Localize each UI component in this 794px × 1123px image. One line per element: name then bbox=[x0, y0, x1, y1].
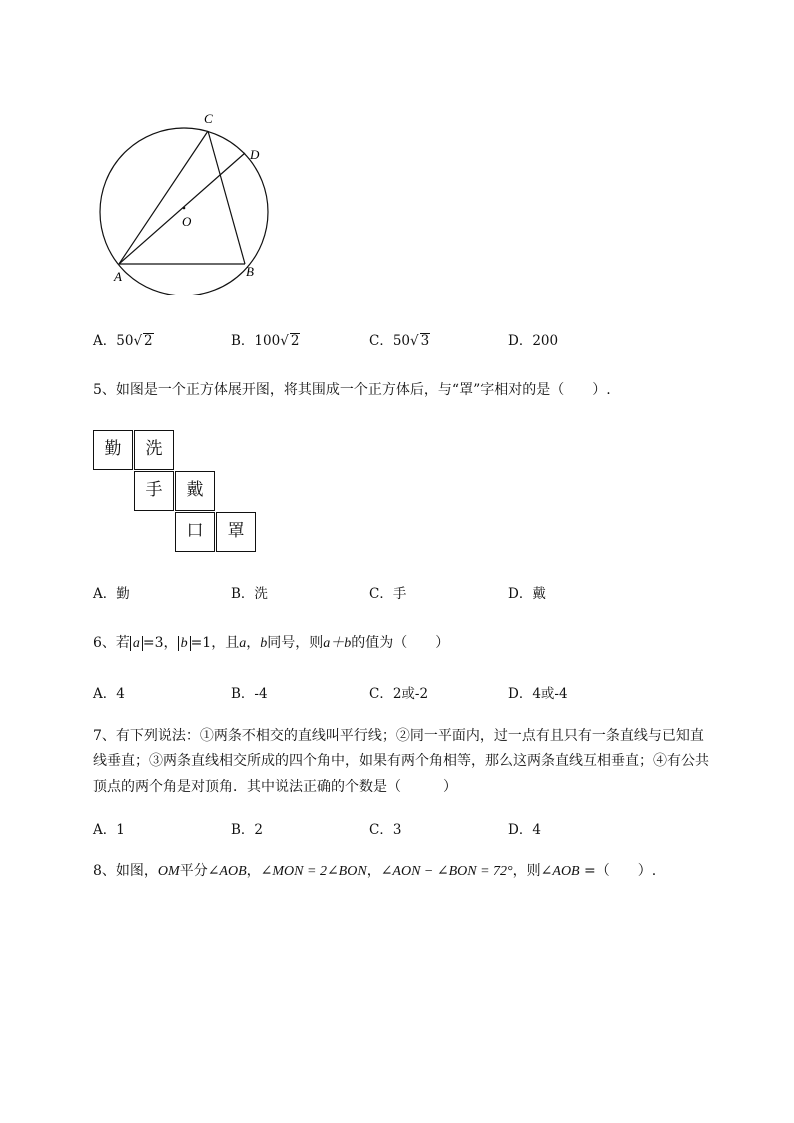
cube-net bbox=[93, 430, 263, 560]
q7-option-b: B．2 bbox=[231, 822, 264, 838]
abs-b: b bbox=[178, 636, 191, 651]
q6-stem: 6、若 a =3， b =1，且a，b同号，则a＋b的值为（ ） bbox=[93, 635, 450, 651]
net-cell-kou: 口 bbox=[175, 512, 215, 552]
circle-triangle-figure bbox=[90, 105, 290, 295]
circle bbox=[100, 128, 268, 295]
q6-option-a: A．4 bbox=[93, 686, 125, 702]
q6-option-d: D．4或-4 bbox=[508, 686, 568, 702]
q7-line-3: 顶点的两个角是对顶角．其中说法正确的个数是（ ） bbox=[93, 779, 457, 795]
q5-option-c: C．手 bbox=[369, 586, 407, 602]
q4-option-b: B．100√ 2 bbox=[231, 333, 300, 349]
segment-bc bbox=[208, 131, 245, 264]
net-cell-xi: 洗 bbox=[134, 430, 174, 470]
q8-stem: 8、如图，OM平分∠AOB，∠MON = 2∠BON，∠AON − ∠BON = 72°，则∠AOB =（ ）. bbox=[93, 863, 657, 879]
center-point bbox=[183, 207, 186, 210]
q7-option-a: A．1 bbox=[93, 822, 125, 838]
label-o: O bbox=[182, 214, 192, 229]
label-b: B bbox=[246, 264, 254, 279]
q5-stem: 5、如图是一个正方体展开图，将其围成一个正方体后，与“罩”字相对的是（ ）. bbox=[93, 382, 611, 398]
net-cell-zhao: 罩 bbox=[216, 512, 256, 552]
q7-option-d: D．4 bbox=[508, 822, 541, 838]
q5-option-a: A．勤 bbox=[93, 586, 130, 602]
q7-option-c: C．3 bbox=[369, 822, 402, 838]
q5-option-d: D．戴 bbox=[508, 586, 546, 602]
q5-option-b: B．洗 bbox=[231, 586, 268, 602]
q4-option-d: D．200 bbox=[508, 333, 559, 349]
net-cell-dai: 戴 bbox=[175, 471, 215, 511]
q6-option-c: C．2或-2 bbox=[369, 686, 429, 702]
net-cell-qin: 勤 bbox=[93, 430, 133, 470]
label-d: D bbox=[250, 147, 260, 162]
q4-option-c: C．50√ 3 bbox=[369, 333, 430, 349]
q6-option-b: B．-4 bbox=[231, 686, 268, 702]
abs-a: a bbox=[130, 636, 143, 651]
q7-line-1: 7、有下列说法：①两条不相交的直线叫平行线；②同一平面内，过一点有且只有一条直线与已知直 bbox=[93, 728, 704, 744]
label-c: C bbox=[204, 111, 213, 126]
q7-line-2: 线垂直；③两条直线相交所成的四个角中，如果有两个角相等，那么这两条直线互相垂直；④有公共 bbox=[93, 753, 709, 769]
net-cell-shou: 手 bbox=[134, 471, 174, 511]
q4-option-a: A．50√ 2 bbox=[93, 333, 153, 349]
label-a: A bbox=[114, 269, 122, 284]
